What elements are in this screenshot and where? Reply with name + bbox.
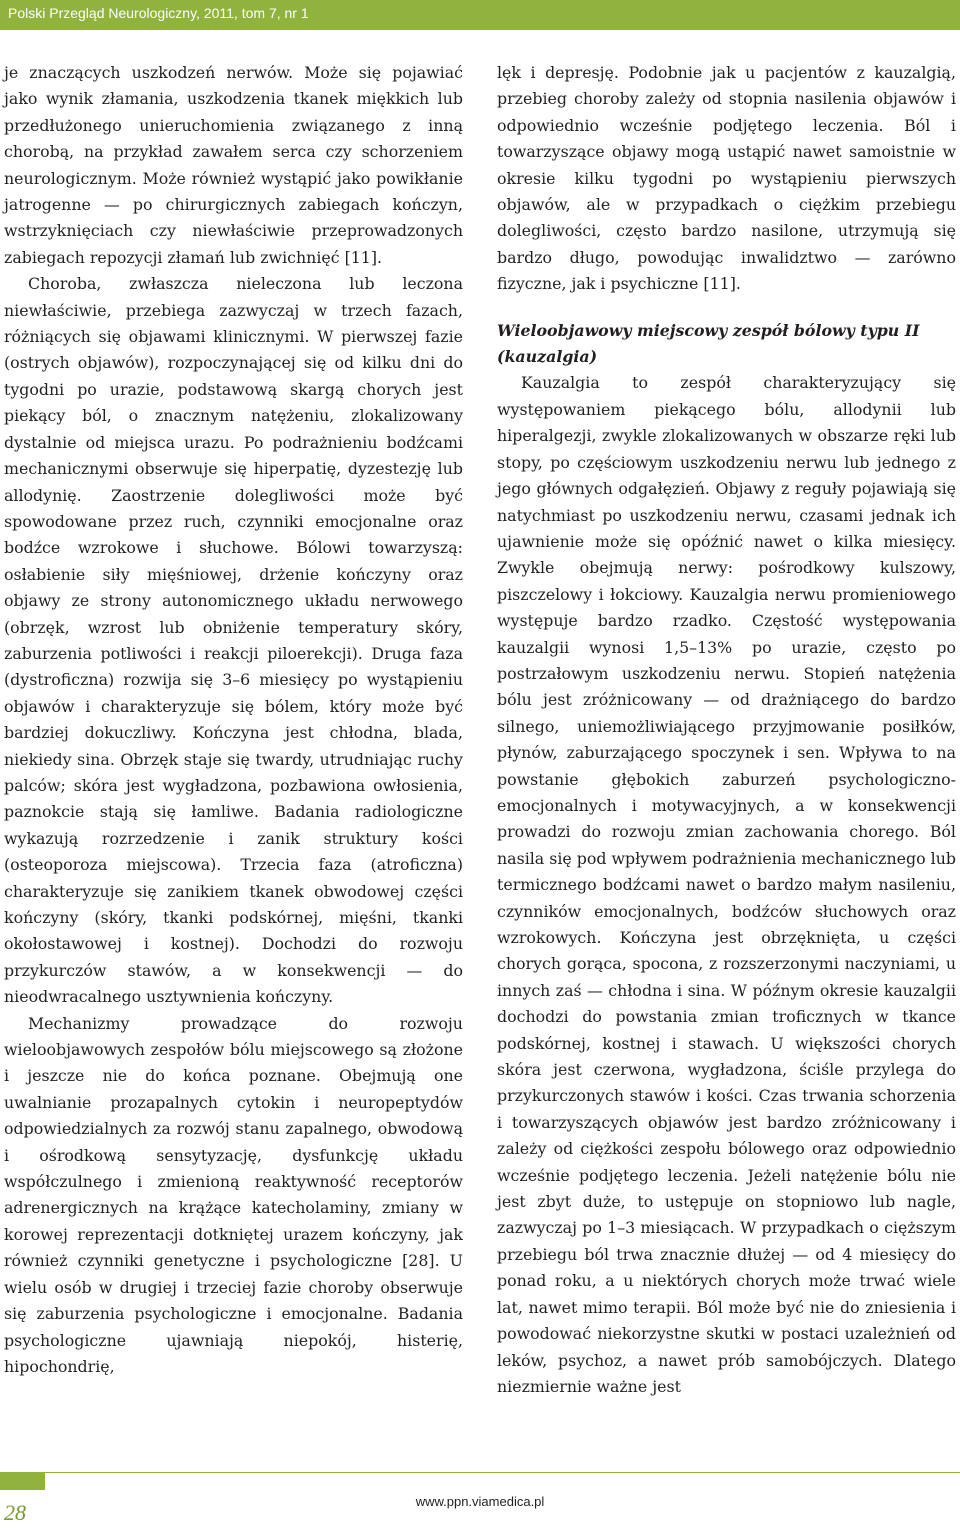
- right-column: [497, 60, 956, 1400]
- section-heading: Wieloobjawowy miejscowy zespół bólowy typu II (kauzalgia): [497, 320, 920, 367]
- paragraph: je znaczących uszkodzeń nerwów. Może się pojawiać jako wynik złamania, uszkodzenia tkanek miękkich lub przedłużonego unieruchomienia związanego z inną chorobą, na przykład zawałem serca czy schorzeniem neurologicznym. Może również wystąpić jako powikłanie jatrogenne — po chirurgicznych zabiegach kończyn, wstrzyknięciach czy niewłaściwie przeprowadzonych zabiegach repozycji złamań lub zwichnięć [11].: [4, 63, 463, 267]
- page-number: 28: [4, 1500, 26, 1525]
- journal-header-bar: [0, 0, 960, 30]
- paragraph: Choroba, zwłaszcza nieleczona lub leczona niewłaściwie, przebiega zazwyczaj w trzech fazach, różniących się objawami klinicznymi. W pierwszej fazie (ostrych objawów), rozpoczynającej się od kilku dni do tygodni po urazie, podstawową skargą chorych jest piekący ból, o znacznym natężeniu, zlokalizowany dystalnie od miejsca urazu. Po podrażnieniu bodźcami mechanicznymi obserwuje się hiperpatię, dyzestezję lub allodynię. Zaostrzenie dolegliwości może być spowodowane przez ruch, czynniki emocjonalne oraz bodźce wzrokowe i słuchowe. Bólowi towarzyszą: osłabienie siły mięśniowej, drżenie kończyny oraz objawy ze strony autonomicznego układu nerwowego (obrzęk, wzrost lub obniżenie temperatury skóry, zaburzenia potliwości i reakcji piloerekcji). Druga faza (dystroficzna) rozwija się 3–6 miesięcy po wystąpieniu objawów i charakteryzuje się bólem, który może być bardziej dokuczliwy. Kończyna jest chłodna, blada, niekiedy sina. Obrzęk staje się twardy, utrudniając ruchy palców; skóra jest wygładzona, pozbawiona owłosienia, paznokcie stają się łamliwe. Badania radiologiczne wykazują rozrzedzenie i zanik struktury kości (osteoporoza miejscowa). Trzecia faza (atroficzna) charakteryzuje się zanikiem tkanek obwodowej części kończyny (skóry, tkanki podskórnej, mięśni, tkanki okołostawowej i kostnej). Dochodzi do rozwoju przykurczów stawów, a w konsekwencji — do nieodwracalnego usztywnienia kończyny.: [4, 274, 463, 1007]
- footer-divider: [45, 1472, 960, 1473]
- footer-url: www.ppn.viamedica.pl: [415, 1494, 545, 1509]
- paragraph: Mechanizmy prowadzące do rozwoju wieloobjawowych zespołów bólu miejscowego są złożone i jeszcze nie do końca poznane. Obejmują one uwalnianie prozapalnych cytokin i neuropeptydów odpowiedzialnych za rozwój stanu zapalnego, obwodową i ośrodkową sensytyzację, dysfunkcję układu współczulnego i zmienioną reaktywność receptorów adrenergicznych na krążące katecholaminy, zmiany w korowej reprezentacji dotkniętej urazem kończyny, jak również czynniki genetyczne i psychologiczne [28]. U wielu osób w drugiej i trzeciej fazie choroby obserwuje się zaburzenia psychologiczne i emocjonalne. Badania psychologiczne ujawniają niepokój, histerię, hipochondrię,: [4, 1013, 463, 1376]
- paragraph: lęk i depresję. Podobnie jak u pacjentów z kauzalgią, przebieg choroby zależy od stopnia nasilenia objawów i odpowiednio wcześnie podjętego leczenia. Ból i towarzyszące objawy mogą ustąpić nawet samoistnie w okresie kilku tygodni po wystąpieniu pierwszych objawów, ale w przypadkach o ciężkim przebiegu dolegliwości, często bardzo nasilone, utrzymują się bardzo długo, powodując inwalidztwo — zarówno fizyczne, jak i psychiczne [11].: [497, 63, 956, 294]
- paragraph: Kauzalgia to zespół charakteryzujący się występowaniem piekącego bólu, allodynii lub hiperalgezji, zwykle zlokalizowanych w obszarze ręki lub stopy, po częściowym uszkodzeniu nerwu lub jednego z jego głównych odgałęzień. Objawy z reguły pojawiają się natychmiast po uszkodzeniu nerwu, czasami jednak ich ujawnienie może się opóźnić nawet o kilka miesięcy. Zwykle obejmują nerwy: pośrodkowy kulszowy, piszczelowy i łokciowy. Kauzalgia nerwu promieniowego występuje bardzo rzadko. Częstość występowania kauzalgii wynosi 1,5–13% po urazie, często po postrzałowym uszkodzeniu nerwu. Stopień natężenia bólu jest zróżnicowany — od drażniącego do bardzo silnego, uniemożliwiającego przyjmowanie posiłków, płynów, zaburzającego spoczynek i sen. Wpływa to na powstanie głębokich zaburzeń psychologiczno-emocjonalnych i motywacyjnych, a w konsekwencji prowadzi do rozwoju zmian zachowania chorego. Ból nasila się pod wpływem podrażnienia mechanicznego lub termicznego bodźcami nawet o bardzo małym nasileniu, czynników emocjonalnych, bodźców słuchowych oraz wzrokowych. Kończyna jest obrzęknięta, u części chorych gorąca, spocona, z rozszerzonymi naczyniami, u innych zaś — chłodna i sina. W późnym okresie kauzalgii dochodzi do powstania zmian troficznych w tkance podskórnej, kostnej i stawach. U większości chorych skóra jest czerwona, wygładzona, ściśle przylega do przykurczonych stawów i kości. Czas trwania schorzenia i towarzyszących objawów jest bardzo zróżnicowany i zależy od ciężkości zespołu bólowego oraz odpowiednio wcześnie podjętego leczenia. Jeżeli natężenie bólu nie jest zbyt duże, to ustępuje on stopniowo lub nagle, zazwyczaj po 1–3 miesiącach. W przypadkach o cięższym przebiegu ból trwa znacznie dłużej — od 4 miesięcy do ponad roku, a u niektórych chorych może trwać wiele lat, nawet mimo terapii. Ból może być nie do zniesienia i powodować niekorzystne skutki w postaci uzależnień od leków, psychoz, a nawet prób samobójczych. Dlatego niezmiernie ważne jest: [497, 373, 957, 1396]
- journal-title: Polski Przegląd Neurologiczny, 2011, tom 7, nr 1: [8, 5, 309, 21]
- left-column: [4, 60, 463, 1380]
